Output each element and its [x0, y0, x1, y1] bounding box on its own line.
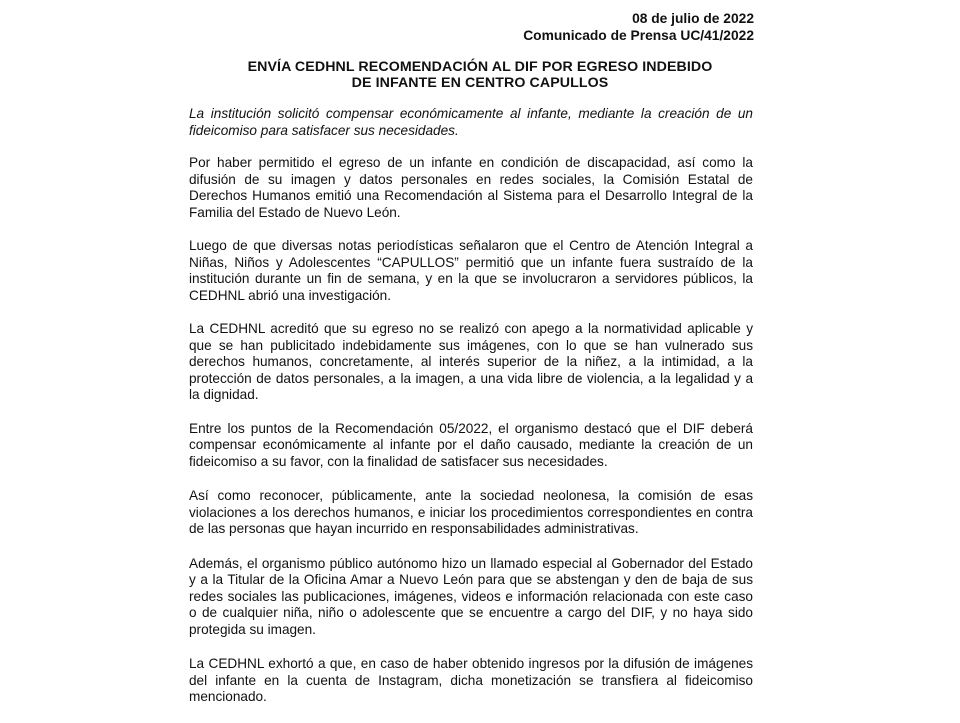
body-paragraph-5: Así como reconocer, públicamente, ante la sociedad neolonesa, la comisión de esas violaciones a los derechos humanos, e iniciar los procedimientos correspondientes en contra de las personas que hayan incurrido en responsabilidades administrativas.: [189, 488, 753, 536]
headline-line-2: DE INFANTE EN CENTRO CAPULLOS: [351, 75, 609, 91]
headline-line-1: ENVÍA CEDHNL RECOMENDACIÓN AL DIF POR EGRESO INDEBIDO: [247, 59, 713, 75]
article-body: [189, 106, 753, 723]
body-paragraph-6: Además, el organismo público autónomo hizo un llamado especial al Gobernador del Estado y a la Titular de la Oficina Amar a Nuevo León para que se abstengan y den de baja de sus redes sociales las publicaciones, imágenes, videos e información relacionada con este caso o de cualquier niña, niño o adolescente que se encuentre a cargo del DIF, y no haya sido protegida su imagen.: [189, 555, 753, 637]
document-header: [523, 10, 754, 44]
body-paragraph-1: Por haber permitido el egreso de un infante en condición de discapacidad, así como la difusión de su imagen y datos personales en redes sociales, la Comisión Estatal de Derechos Humanos emitió una Recomendación al Sistema para el Desarrollo Integral de la Familia del Estado de Nuevo León.: [189, 155, 753, 220]
lead-paragraph: La institución solicitó compensar económicamente al infante, mediante la creación de un fideicomiso para satisfacer sus necesidades.: [189, 106, 753, 138]
release-number: Comunicado de Prensa UC/41/2022: [523, 28, 754, 43]
body-paragraph-4: Entre los puntos de la Recomendación 05/2022, el organismo destacó que el DIF deberá compensar económicamente al infante por el daño causado, mediante la creación de un fideicomiso a su favor, con la finalidad de satisfacer sus necesidades.: [189, 420, 753, 469]
body-paragraph-7: La CEDHNL exhortó a que, en caso de haber obtenido ingresos por la difusión de imágenes del infante en la cuenta de Instagram, dicha monetización se transfiera al fideicomiso mencionado.: [189, 656, 753, 704]
body-paragraph-2: Luego de que diversas notas periodísticas señalaron que el Centro de Atención Integral a Niñas, Niños y Adolescentes “CAPULLOS” permitió que un infante fuera sustraído de la institución durante un fin de semana, y en la que se involucraron a servidores públicos, la CEDHNL abrió una investigación.: [189, 238, 753, 303]
release-date: 08 de julio de 2022: [632, 11, 754, 26]
headline: [190, 59, 770, 91]
body-paragraph-3: La CEDHNL acreditó que su egreso no se realizó con apego a la normatividad aplicable y que se han publicitado indebidamente sus imágenes, con lo que se han vulnerado sus derechos humanos, concretamente, al interés superior de la niñez, a la intimidad, a la protección de datos personales, a la imagen, a una vida libre de violencia, a la legalidad y a la dignidad.: [189, 321, 753, 402]
